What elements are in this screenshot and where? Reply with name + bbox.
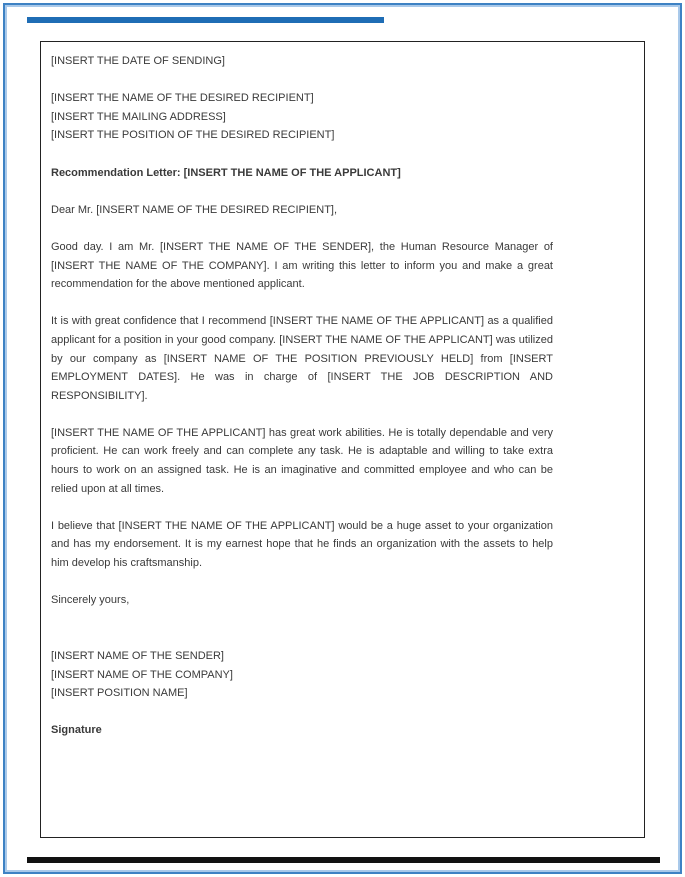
signature-label: Signature xyxy=(51,724,102,737)
sender-name: [INSERT NAME OF THE SENDER] xyxy=(51,650,224,662)
letter-subject: Recommendation Letter: [INSERT THE NAME OF THE APPLICANT] xyxy=(51,166,401,179)
sender-company: [INSERT NAME OF THE COMPANY] xyxy=(51,668,233,681)
recipient-name: [INSERT THE NAME OF THE DESIRED RECIPIENT] xyxy=(51,92,314,105)
letter-content xyxy=(51,52,553,740)
letter-date: [INSERT THE DATE OF SENDING] xyxy=(51,55,225,67)
salutation: Dear Mr. [INSERT NAME OF THE DESIRED RECIPIENT], xyxy=(51,203,338,216)
recipient-address: [INSERT THE MAILING ADDRESS] xyxy=(51,110,226,123)
body-paragraph-2: It is with great confidence that I recommend [INSERT THE NAME OF THE APPLICANT] as a qualified applicant for a position in your good company. [INSERT THE NAME OF THE APPLICANT] was utilized by our company as [INSERT NAME OF THE POSITION PREVIOUSLY HELD] from [INSERT EMPLOYMENT DATES]. He was in charge of [INSERT THE JOB DESCRIPTION AND RESPONSIBILITY]. xyxy=(51,315,553,402)
body-paragraph-3: [INSERT THE NAME OF THE APPLICANT] has great work abilities. He is totally dependable and very proficient. He can work freely and can complete any task. He is adaptable and willing to take extra hours to work on an assigned task. He is an imaginative and committed employee and who can be relied upon at all times. xyxy=(51,426,553,495)
recipient-position: [INSERT THE POSITION OF THE DESIRED RECIPIENT] xyxy=(51,129,335,142)
bottom-accent-bar xyxy=(27,857,660,863)
body-paragraph-4: I believe that [INSERT THE NAME OF THE APPLICANT] would be a huge asset to your organization and has my endorsement. It is my earnest hope that he finds an organization with the assets to help him develop his craftsmanship. xyxy=(51,519,553,570)
body-paragraph-1: Good day. I am Mr. [INSERT THE NAME OF THE SENDER], the Human Resource Manager of [INSERT THE NAME OF THE COMPANY]. I am writing this letter to inform you and make a great recommendation for the above mentioned applicant. xyxy=(51,240,553,291)
top-accent-bar xyxy=(27,17,384,23)
sender-position: [INSERT POSITION NAME] xyxy=(51,687,188,700)
closing: Sincerely yours, xyxy=(51,594,130,607)
